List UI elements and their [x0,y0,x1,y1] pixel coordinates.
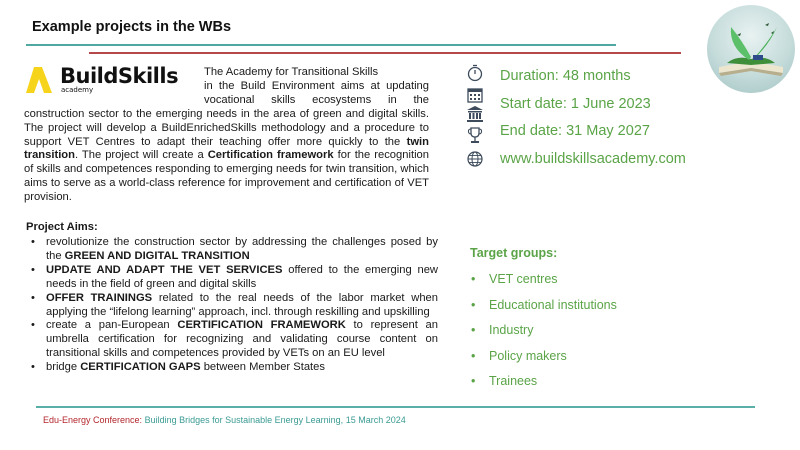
intro-line-1: The Academy for Transitional Skills [204,66,379,78]
teal-divider-bottom [36,406,755,408]
website-link[interactable]: www.buildskillsacademy.com [500,150,686,167]
aim-item [30,319,438,361]
intro-text-c: for the recognition of skills and competences responding to emerging needs for twin transition, which aims to serve as a world-class reference for improvement and certification of VET provision. [24,149,429,204]
intro-bold-certification-framework: Certification framework [207,149,334,162]
globe-icon [466,150,484,168]
aim-item [30,236,438,264]
aim-item [30,292,438,320]
target-group-item: • Industry [470,321,617,347]
calendar-icon [466,86,484,104]
slide-title: Example projects in the WBs [32,19,232,35]
footer [43,415,406,425]
intro-text-a: construction sector to the emerging needs in the area of green and digital skills. The project will develop a BuildEnrichedSkills methodology and a procedure to support VET Centres to adapt their teaching offer more quickly to the [24,107,429,148]
aim-bold: CERTIFICATION FRAMEWORK [177,319,346,332]
logo-wordmark: BuildSkills [60,64,179,88]
teal-divider-top [26,44,616,46]
aims-heading: Project Aims: [26,221,98,233]
logo-subtitle: academy [61,86,94,94]
aim-bold: OFFER TRAININGS [46,291,153,304]
duration: Duration: 48 months [500,68,631,84]
red-divider-top [89,52,681,54]
aim-text: to represent an umbrella certification for recognizing and validating course content on transitional skills and competences provided by VETs on an EU level [46,319,438,360]
project-description [24,66,429,205]
aim-item [30,264,438,292]
intro-bold-twin-transition: twin transition [24,135,429,162]
aim-bold: GREEN AND DIGITAL TRANSITION [64,249,250,262]
aim-text: revolutionize the construction sector by addressing the challenges posed by the [46,236,438,262]
aim-text: bridge [46,361,81,374]
target-groups-heading: Target groups: [470,246,558,260]
start-date: Start date: 1 June 2023 [500,95,651,112]
intro-line-3: vocational skills ecosystems in the [204,93,429,106]
stopwatch-icon [466,64,484,82]
project-info [500,66,686,176]
book-plants-illustration [707,5,795,93]
target-group-item: • Educational institutions [470,296,617,322]
aim-bold: CERTIFICATION GAPS [80,361,201,374]
institution-icon [466,105,484,123]
project-illustration [707,5,795,93]
target-groups-list [470,270,617,398]
intro-text-b: . The project will create a [74,149,208,162]
aim-item [30,361,438,375]
footer-event-name: Edu-Energy Conference: [43,415,143,425]
aim-text: between Member States [200,361,325,374]
aim-text: related to the real needs of the labor market when applying the “lifelong learning” approach, incl. through reskilling and upskilling [46,291,438,318]
footer-event-subtitle: Building Bridges for Sustainable Energy Learning, 15 March 2024 [142,415,406,425]
aim-bold: UPDATE AND ADAPT THE VET SERVICES [46,263,283,276]
aims-list [30,236,438,375]
end-date: End date: 31 May 2027 [500,123,650,139]
trophy-icon [466,126,484,144]
target-group-item: • VET centres [470,270,617,296]
aim-text: offered to the emerging new needs in the field of green and digital skills [46,263,438,290]
aim-text: create a pan-European [46,319,178,332]
target-group-item: • Policy makers [470,347,617,373]
intro-line-2: in the Build Environment aims at updating [204,79,429,92]
target-group-item: • Trainees [470,372,617,398]
